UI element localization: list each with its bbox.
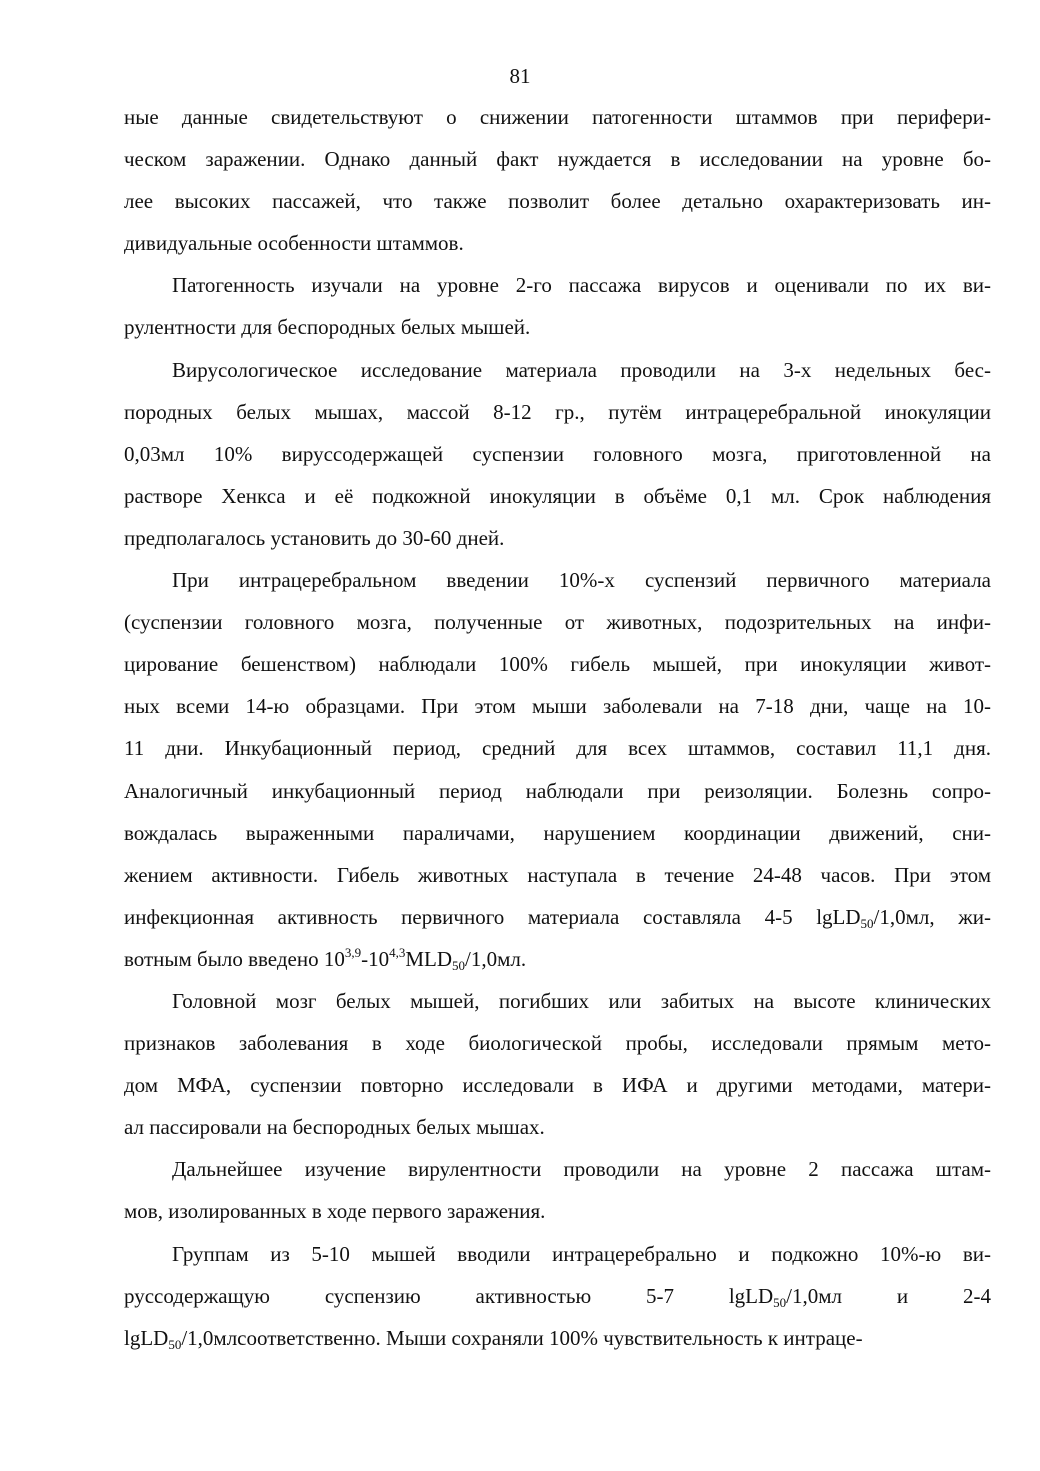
text-line: предполагалось установить до 30-60 дней. <box>124 525 505 550</box>
text-line: породных белых мышах, массой 8-12 гр., путём интрацеребральной инокуляции <box>124 399 991 424</box>
text-fragment: MLD <box>405 946 452 971</box>
text-line: лее высоких пассажей, что также позволит более детально охарактеризовать ин- <box>124 189 991 214</box>
subscript: 50 <box>773 1294 787 1310</box>
text-fragment: и <box>896 1283 909 1308</box>
text-fragment: активностью <box>475 1283 592 1308</box>
text-line: При интрацеребральном введении 10%-х суспензий первичного материала <box>172 568 991 593</box>
text-line: цирование бешенством) наблюдали 100% гибель мышей, при инокуляции живот- <box>124 652 991 677</box>
text-fragment: -10 <box>361 946 390 971</box>
text-fragment: 5-7 <box>646 1283 674 1308</box>
paragraph-3 <box>124 349 991 559</box>
text-line: рулентности для беспородных белых мышей. <box>124 315 531 340</box>
text-line: вождалась выраженными параличами, нарушением координации движений, сни- <box>124 820 991 845</box>
text-line: ные данные свидетельствуют о снижении патогенности штаммов при перифери- <box>124 105 991 129</box>
text-line <box>124 938 991 980</box>
text-line: (суспензии головного мозга, полученные от животных, подозрительных на инфи- <box>124 610 991 635</box>
text-fragment: /1,0мл, жи- <box>873 904 992 929</box>
paragraph-6 <box>124 1148 991 1232</box>
text-line: ческом заражении. Однако данный факт нуждается в исследовании на уровне бо- <box>124 147 991 172</box>
text-fragment: суспензию <box>324 1283 421 1308</box>
text-line: 11 дни. Инкубационный период, средний для всех штаммов, составил 11,1 дня. <box>124 736 991 761</box>
superscript: 4,3 <box>389 944 406 960</box>
text-line: Дальнейшее изучение вирулентности проводили на уровне 2 пассажа штам- <box>172 1157 991 1182</box>
paragraph-2 <box>124 264 991 348</box>
text-fragment: /1,0мл. <box>465 946 527 971</box>
text-fragment: /1,0мл <box>786 1283 843 1308</box>
text-line: ал пассировали на беспородных белых мышах. <box>124 1115 545 1140</box>
text-line: Аналогичный инкубационный период наблюдали при реизоляции. Болезнь сопро- <box>124 778 991 803</box>
paragraph-4 <box>124 559 991 980</box>
paragraph-1 <box>124 96 991 264</box>
subscript: 50 <box>452 957 465 973</box>
paragraph-7 <box>124 1233 991 1359</box>
text-line: Группам из 5-10 мышей вводили интрацеребрально и подкожно 10%-ю ви- <box>172 1241 991 1266</box>
text-line: растворе Хенкса и её подкожной инокуляции в объёме 0,1 мл. Срок наблюдения <box>124 483 991 508</box>
text-line: ных всеми 14-ю образцами. При этом мыши заболевали на 7-18 дни, чаще на 10- <box>124 694 991 719</box>
text-fragment: lgLD <box>124 1325 169 1350</box>
text-line: признаков заболевания в ходе биологической пробы, исследовали прямым мето- <box>124 1031 991 1056</box>
document-body <box>124 96 991 1359</box>
text-line: Патогенность изучали на уровне 2-го пассажа вирусов и оценивали по их ви- <box>172 273 991 298</box>
text-line <box>124 1275 991 1317</box>
subscript: 50 <box>168 1336 182 1352</box>
text-line <box>124 896 991 938</box>
text-line <box>124 1317 991 1359</box>
text-line: Головной мозг белых мышей, погибших или забитых на высоте клинических <box>172 988 991 1013</box>
text-line: дивидуальные особенности штаммов. <box>124 231 464 256</box>
text-line: жением активности. Гибель животных наступала в течение 24-48 часов. При этом <box>124 862 991 887</box>
text-line: Вирусологическое исследование материала проводили на 3-х недельных бес- <box>172 357 991 382</box>
text-fragment: руссодержащую <box>124 1283 270 1308</box>
subscript: 50 <box>860 915 874 931</box>
text-line: 0,03мл 10% вируссодержащей суспензии головного мозга, приготовленной на <box>124 441 991 466</box>
text-line: дом МФА, суспензии повторно исследовали в ИФА и другими методами, матери- <box>124 1073 991 1098</box>
text-fragment: инфекционная активность первичного материала составляла 4-5 lgLD <box>124 904 861 929</box>
text-fragment <box>729 1275 842 1317</box>
text-fragment: lgLD <box>728 1283 774 1308</box>
paragraph-5 <box>124 980 991 1148</box>
page-number: 81 <box>509 64 531 88</box>
superscript: 3,9 <box>344 944 362 960</box>
text-fragment: вотным было введено 10 <box>124 946 345 971</box>
text-fragment: 2-4 <box>962 1283 991 1308</box>
text-fragment: /1,0млсоответственно. Мыши сохраняли 100% чувствительность к интраце- <box>181 1325 863 1350</box>
text-line: мов, изолированных в ходе первого заражения. <box>124 1199 546 1224</box>
